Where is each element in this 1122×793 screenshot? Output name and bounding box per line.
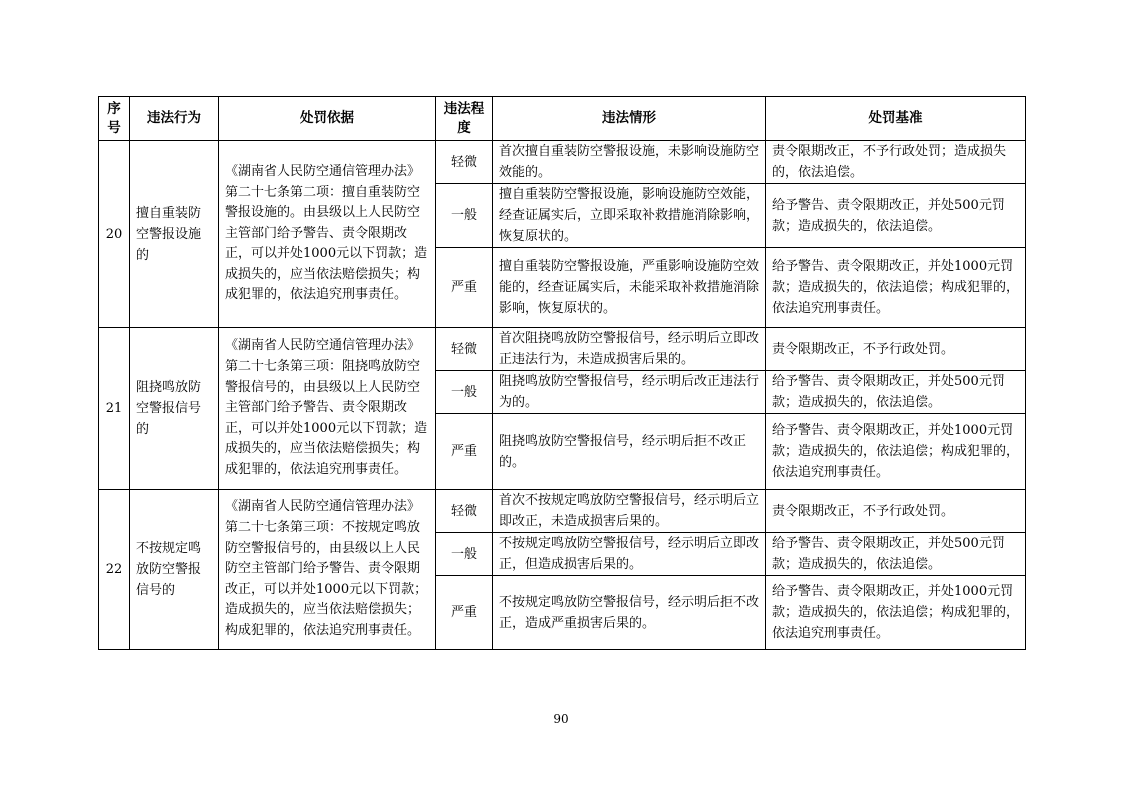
situation-cell: 阻挠鸣放防空警报信号，经示明后改正违法行为的。 (493, 371, 766, 414)
standard-cell: 给予警告、责令限期改正，并处1000元罚款；造成损失的，依法追偿；构成犯罪的，依法追究刑事责任。 (766, 576, 1026, 650)
header-severity: 违法程度 (436, 97, 493, 141)
situation-cell: 首次阻挠鸣放防空警报信号，经示明后立即改正违法行为，未造成损害后果的。 (493, 328, 766, 371)
header-penalty-basis: 处罚依据 (219, 97, 436, 141)
situation-cell: 首次不按规定鸣放防空警报信号，经示明后立即改正，未造成损害后果的。 (493, 490, 766, 533)
severity-cell: 轻微 (436, 141, 493, 184)
severity-cell: 严重 (436, 414, 493, 490)
situation-cell: 首次擅自重装防空警报设施，未影响设施防空效能的。 (493, 141, 766, 184)
severity-cell: 一般 (436, 533, 493, 576)
penalty-basis-cell: 《湖南省人民防空通信管理办法》第二十七条第三项：不按规定鸣放防空警报信号的，由县级以上人民防空主管部门给予警告、责令限期改正，可以并处1000元以下罚款；造成损失的，应当依法赔偿损失；构成犯罪的，依法追究刑事责任。 (219, 490, 436, 650)
standard-cell: 给予警告、责令限期改正，并处500元罚款；造成损失的，依法追偿。 (766, 184, 1026, 248)
violation-cell: 擅自重装防空警报设施的 (130, 141, 219, 328)
standard-cell: 责令限期改正，不予行政处罚；造成损失的，依法追偿。 (766, 141, 1026, 184)
standard-cell: 给予警告、责令限期改正，并处1000元罚款；造成损失的，依法追偿；构成犯罪的，依法追究刑事责任。 (766, 248, 1026, 328)
severity-cell: 严重 (436, 248, 493, 328)
header-violation: 违法行为 (130, 97, 219, 141)
serial-number: 21 (99, 328, 130, 490)
table-row (99, 328, 1026, 371)
severity-cell: 严重 (436, 576, 493, 650)
header-penalty-standard: 处罚基准 (766, 97, 1026, 141)
standard-cell: 给予警告、责令限期改正，并处500元罚款；造成损失的，依法追偿。 (766, 371, 1026, 414)
severity-cell: 轻微 (436, 490, 493, 533)
standard-cell: 给予警告、责令限期改正，并处500元罚款；造成损失的，依法追偿。 (766, 533, 1026, 576)
violation-cell: 不按规定鸣放防空警报信号的 (130, 490, 219, 650)
situation-cell: 不按规定鸣放防空警报信号，经示明后立即改正，但造成损害后果的。 (493, 533, 766, 576)
severity-cell: 轻微 (436, 328, 493, 371)
severity-cell: 一般 (436, 184, 493, 248)
situation-cell: 擅自重装防空警报设施，影响设施防空效能，经查证属实后，立即采取补救措施消除影响，恢复原状的。 (493, 184, 766, 248)
serial-number: 20 (99, 141, 130, 328)
serial-number: 22 (99, 490, 130, 650)
table-row (99, 490, 1026, 533)
page-number: 90 (553, 712, 569, 726)
penalty-basis-cell: 《湖南省人民防空通信管理办法》第二十七条第三项：阻挠鸣放防空警报信号的，由县级以上人民防空主管部门给予警告、责令限期改正，可以并处1000元以下罚款；造成损失的，应当依法赔偿损失；构成犯罪的，依法追究刑事责任。 (219, 328, 436, 490)
situation-cell: 阻挠鸣放防空警报信号，经示明后拒不改正的。 (493, 414, 766, 490)
standard-cell: 责令限期改正，不予行政处罚。 (766, 490, 1026, 533)
severity-cell: 一般 (436, 371, 493, 414)
penalty-basis-cell: 《湖南省人民防空通信管理办法》第二十七条第二项：擅自重装防空警报设施的。由县级以上人民防空主管部门给予警告、责令限期改正，可以并处1000元以下罚款；造成损失的，应当依法赔偿损失；构成犯罪的，依法追究刑事责任。 (219, 141, 436, 328)
situation-cell: 不按规定鸣放防空警报信号，经示明后拒不改正，造成严重损害后果的。 (493, 576, 766, 650)
penalty-standards-table (98, 96, 1026, 650)
header-situation: 违法情形 (493, 97, 766, 141)
situation-cell: 擅自重装防空警报设施，严重影响设施防空效能的，经查证属实后，未能采取补救措施消除影响，恢复原状的。 (493, 248, 766, 328)
header-serial-number: 序号 (99, 97, 130, 141)
table-row (99, 141, 1026, 184)
standard-cell: 给予警告、责令限期改正，并处1000元罚款；造成损失的，依法追偿；构成犯罪的，依法追究刑事责任。 (766, 414, 1026, 490)
table-header-row (99, 97, 1026, 141)
standard-cell: 责令限期改正，不予行政处罚。 (766, 328, 1026, 371)
violation-cell: 阻挠鸣放防空警报信号的 (130, 328, 219, 490)
